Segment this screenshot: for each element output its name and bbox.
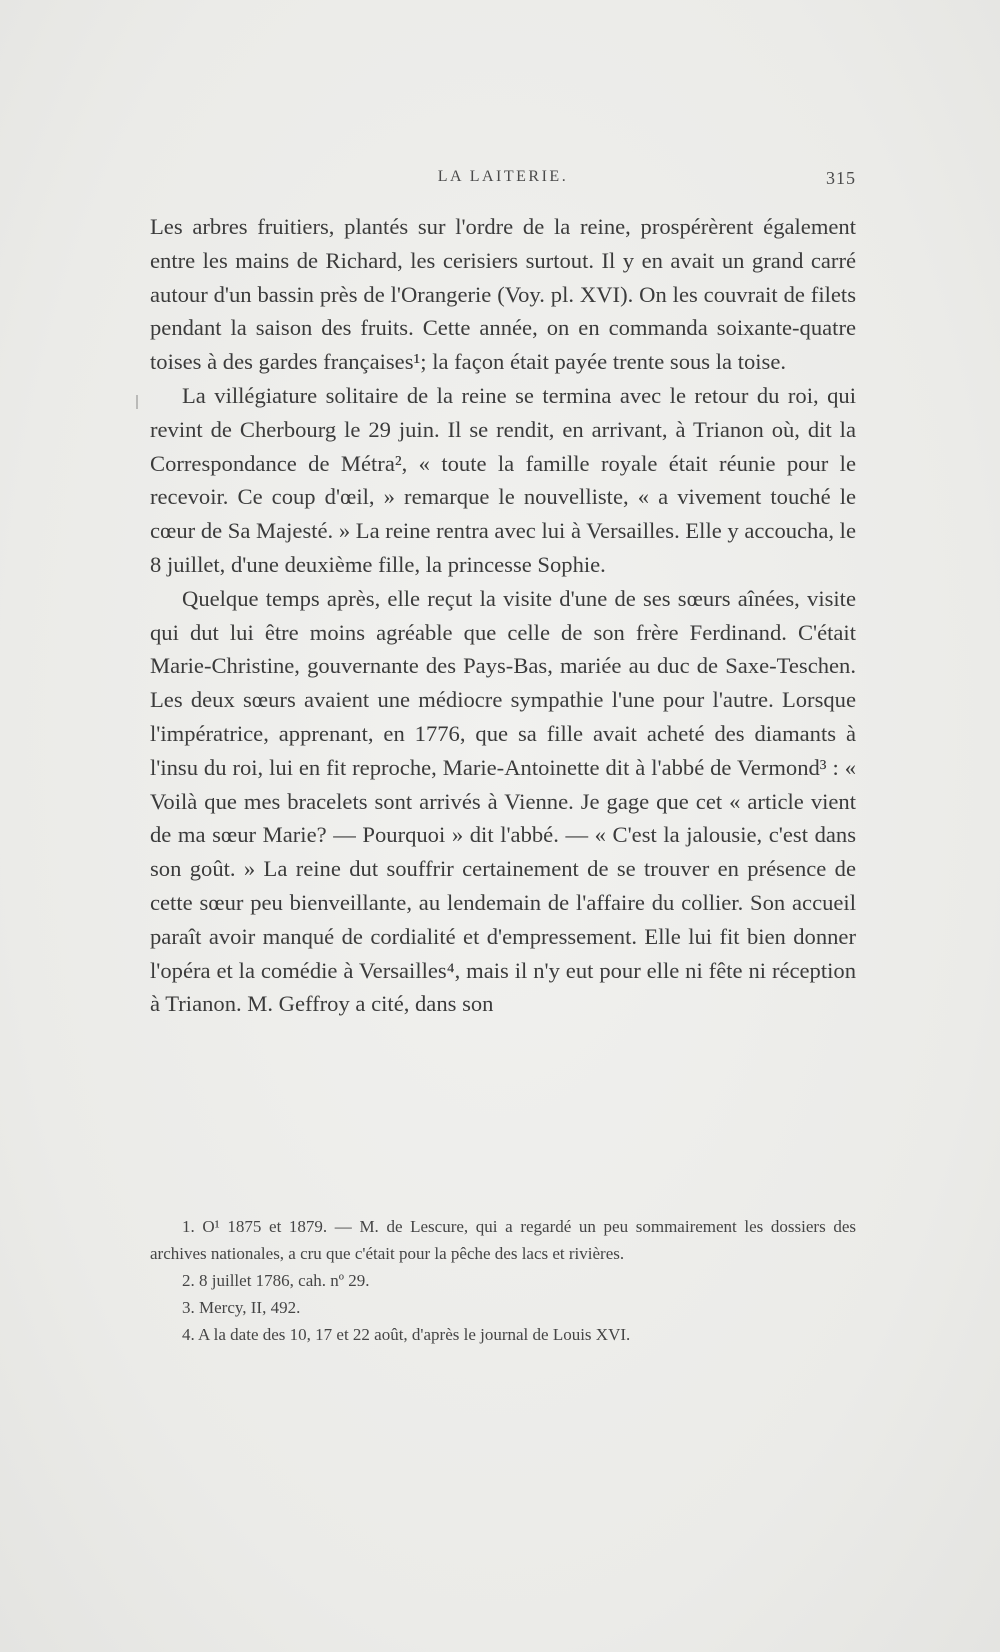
margin-mark xyxy=(136,395,138,409)
paragraph-3: Quelque temps après, elle reçut la visite d'une de ses sœurs aînées, visite qui dut lui être moins agréable que celle de son frère Ferdinand. C'était Marie-Christine, gouvernante des Pays-Bas, mariée au duc de Saxe-Teschen. Les deux sœurs avaient une médiocre sympathie l'une pour l'autre. Lorsque l'impératrice, apprenant, en 1776, que sa fille avait acheté des diamants à l'insu du roi, lui en fit reproche, Marie-Antoinette dit à l'abbé de Vermond³ : « Voilà que mes bracelets sont arrivés à Vienne. Je gage que cet « article vient de ma sœur Marie? — Pourquoi » dit l'abbé. — « C'est la jalousie, c'est dans son goût. » La reine dut souffrir certainement de se trouver en présence de cette sœur peu bienveillante, au lendemain de l'affaire du collier. Son accueil paraît avoir manqué de cordialité et d'empressement. Elle lui fit bien donner l'opéra et la comédie à Versailles⁴, mais il n'y eut pour elle ni fête ni réception à Trianon. M. Geffroy a cité, dans son xyxy=(150,585,856,1017)
footnote-2: 2. 8 juillet 1786, cah. nº 29. xyxy=(182,1271,370,1290)
body-text xyxy=(150,210,856,1021)
page-header xyxy=(150,168,856,194)
footnote-3: 3. Mercy, II, 492. xyxy=(182,1298,301,1317)
page-number: 315 xyxy=(826,168,856,188)
running-head: LA LAITERIE. xyxy=(437,168,569,185)
paragraph-1: Les arbres fruitiers, plantés sur l'ordre de la reine, prospérèrent également entre les mains de Richard, les cerisiers surtout. Il y en avait un grand carré autour d'un bassin près de l'Orangerie (Voy. pl. XVI). On les couvrait de filets pendant la saison des fruits. Cette année, on en commanda soixante-quatre toises à des gardes françaises¹; la façon était payée trente sous la toise. xyxy=(150,214,856,375)
paragraph-2: La villégiature solitaire de la reine se termina avec le retour du roi, qui revint de Cherbourg le 29 juin. Il se rendit, en arrivant, à Trianon où, dit la Correspondance de Métra², « toute la famille royale était réunie pour le recevoir. Ce coup d'œil, » remarque le nouvelliste, « a vivement touché le cœur de Sa Majesté. » La reine rentra avec lui à Versailles. Elle y accoucha, le 8 juillet, d'une deuxième fille, la princesse Sophie. xyxy=(150,382,856,577)
footnote-1: 1. O¹ 1875 et 1879. — M. de Lescure, qui a regardé un peu sommairement les dossiers des archives nationales, a cru que c'était pour la pêche des lacs et rivières. xyxy=(150,1217,856,1263)
footnote-4: 4. A la date des 10, 17 et 22 août, d'après le journal de Louis XVI. xyxy=(182,1325,631,1344)
footnotes xyxy=(150,1213,856,1348)
